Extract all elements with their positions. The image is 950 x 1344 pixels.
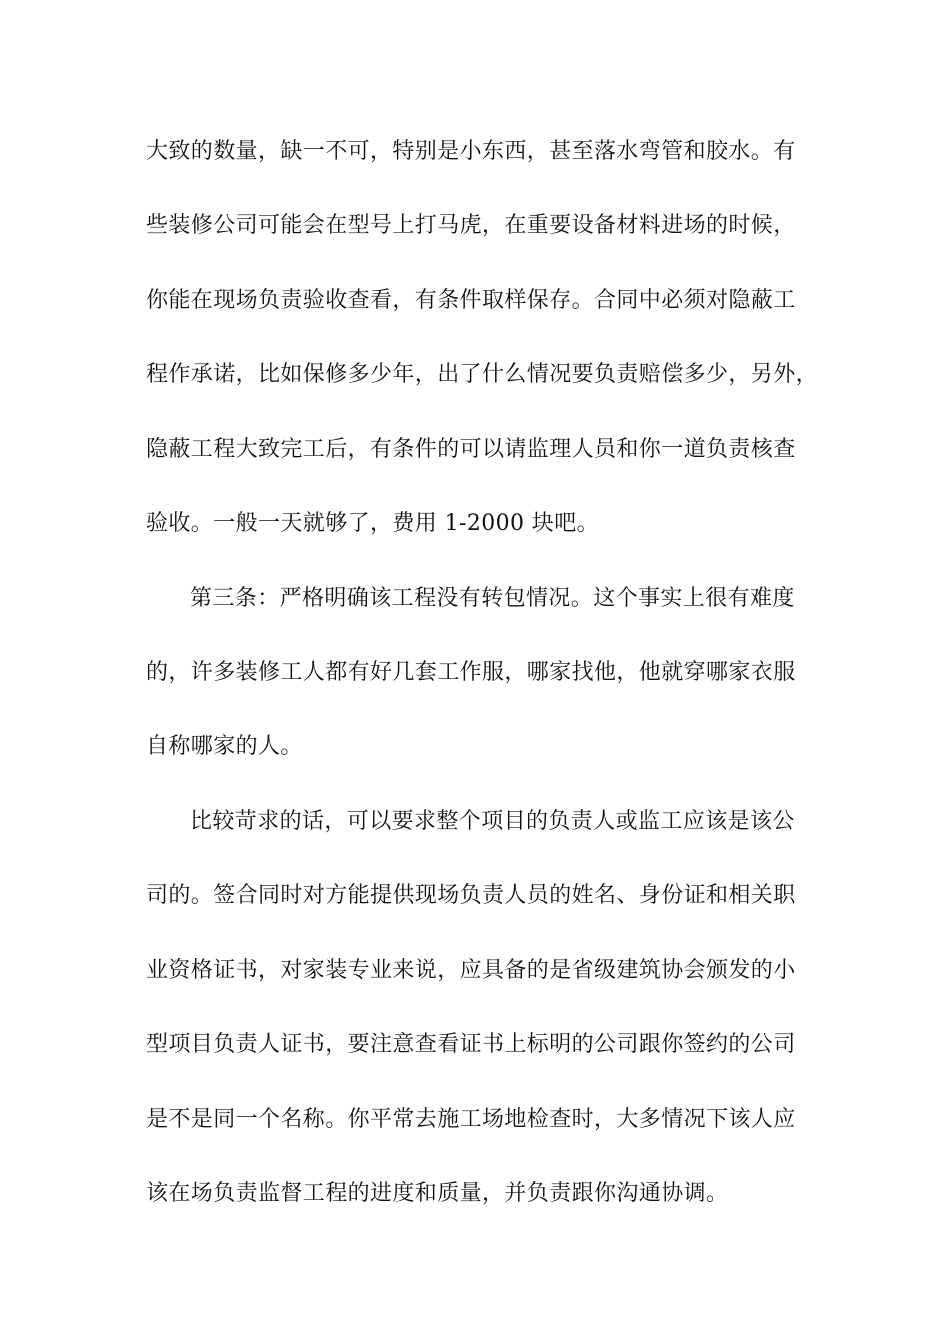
- text-line: 型项目负责人证书，要注意查看证书上标明的公司跟你签约的公司: [146, 1032, 796, 1057]
- text-line: 是不是同一个名称。你平常去施工场地检查时，大多情况下该人应: [146, 1107, 796, 1132]
- text-line: 该在场负责监督工程的进度和质量，并负责跟你沟通协调。: [146, 1181, 729, 1206]
- text-line: 业资格证书，对家装专业来说，应具备的是省级建筑协会颁发的小: [146, 958, 796, 983]
- text-line: 自称哪家的人。: [146, 734, 303, 759]
- text-line: 的，许多装修工人都有好几套工作服，哪家找他，他就穿哪家衣服: [146, 660, 796, 685]
- text-line: 第三条：严格明确该工程没有转包情况。这个事实上很有难度: [190, 586, 795, 611]
- text-line: 大致的数量，缺一不可，特别是小东西，甚至落水弯管和胶水。有: [146, 139, 796, 164]
- text-line: 司的。签合同时对方能提供现场负责人员的姓名、身份证和相关职: [146, 883, 796, 908]
- text-line: 些装修公司可能会在型号上打马虎，在重要设备材料进场的时候，: [146, 213, 796, 238]
- text-line: 隐蔽工程大致完工后，有条件的可以请监理人员和你一道负责核查: [146, 437, 796, 462]
- text-line: 你能在现场负责验收查看，有条件取样保存。合同中必须对隐蔽工: [146, 288, 796, 313]
- text-line: 比较苛求的话，可以要求整个项目的负责人或监工应该是该公: [190, 809, 795, 834]
- text-line: 程作承诺，比如保修多少年，出了什么情况要负责赔偿多少，另外，: [146, 362, 819, 387]
- text-line: 验收。一般一天就够了，费用 1-2000 块吧。: [146, 511, 600, 536]
